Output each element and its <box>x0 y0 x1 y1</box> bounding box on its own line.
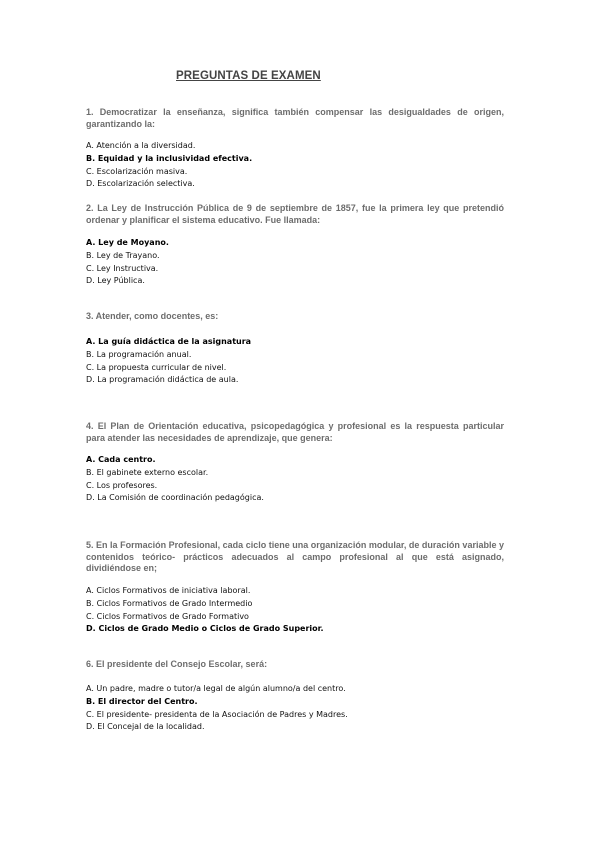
option-5a: A. Ciclos Formativos de iniciativa laboral. <box>86 586 251 595</box>
option-4c: C. Los profesores. <box>86 480 158 490</box>
option-5d: D. Ciclos de Grado Medio o Ciclos de Grado Superior. <box>86 624 324 634</box>
option-5b: B. Ciclos Formativos de Grado Intermedio <box>86 598 253 608</box>
option-1d: D. Escolarización selectiva. <box>86 179 195 189</box>
question-1-options <box>86 140 252 191</box>
page-title: PREGUNTAS DE EXAMEN <box>176 70 321 82</box>
option-4a: A. Cada centro. <box>86 455 156 464</box>
question-5-text: 5. En la Formación Profesional, cada ciclo tiene una organización modular, de duración variable y contenidos teórico- prácticos adecuados al campo profesional al que está asignado, dividiéndose en; <box>86 540 504 573</box>
question-3-text: 3. Atender, como docentes, es: <box>86 311 219 321</box>
option-2d: D. Ley Pública. <box>86 276 145 286</box>
option-5c: C. Ciclos Formativos de Grado Formativo <box>86 611 249 621</box>
option-1b: B. Equidad y la inclusividad efectiva. <box>86 153 253 163</box>
option-1a: A. Atención a la diversidad. <box>86 141 196 150</box>
question-5-options <box>86 585 324 636</box>
option-2b: B. Ley de Trayano. <box>86 250 160 260</box>
option-6d: D. El Concejal de la localidad. <box>86 722 205 732</box>
option-1c: C. Escolarización masiva. <box>86 166 188 176</box>
question-4-options <box>86 454 264 505</box>
question-4-text: 4. El Plan de Orientación educativa, psicopedagógica y profesional es la respuesta particular para atender las necesidades de aprendizaje, que genera: <box>86 421 504 443</box>
question-2-options <box>86 237 169 288</box>
option-3c: C. La propuesta curricular de nivel. <box>86 362 227 372</box>
option-3b: B. La programación anual. <box>86 349 192 359</box>
option-3a: A. La guía didáctica de la asignatura <box>86 337 252 346</box>
option-2a: A. Ley de Moyano. <box>86 238 169 247</box>
option-2c: C. Ley Instructiva. <box>86 263 159 273</box>
option-6a: A. Un padre, madre o tutor/a legal de algún alumno/a del centro. <box>86 684 346 693</box>
option-6b: B. El director del Centro. <box>86 696 198 706</box>
question-1-text: 1. Democratizar la enseñanza, significa también compensar las desigualdades de origen, garantizando la: <box>86 107 504 129</box>
option-4d: D. La Comisión de coordinación pedagógica. <box>86 493 264 503</box>
question-3-options <box>86 336 251 387</box>
question-2-text: 2. La Ley de Instrucción Pública de 9 de septiembre de 1857, fue la primera ley que pretendió ordenar y planificar el sistema educativo. Fue llamada: <box>86 203 504 225</box>
option-4b: B. El gabinete externo escolar. <box>86 467 209 477</box>
option-6c: C. El presidente- presidenta de la Asociación de Padres y Madres. <box>86 709 348 719</box>
question-6-options <box>86 683 348 734</box>
option-3d: D. La programación didáctica de aula. <box>86 375 239 385</box>
question-6-text: 6. El presidente del Consejo Escolar, será: <box>86 659 268 669</box>
